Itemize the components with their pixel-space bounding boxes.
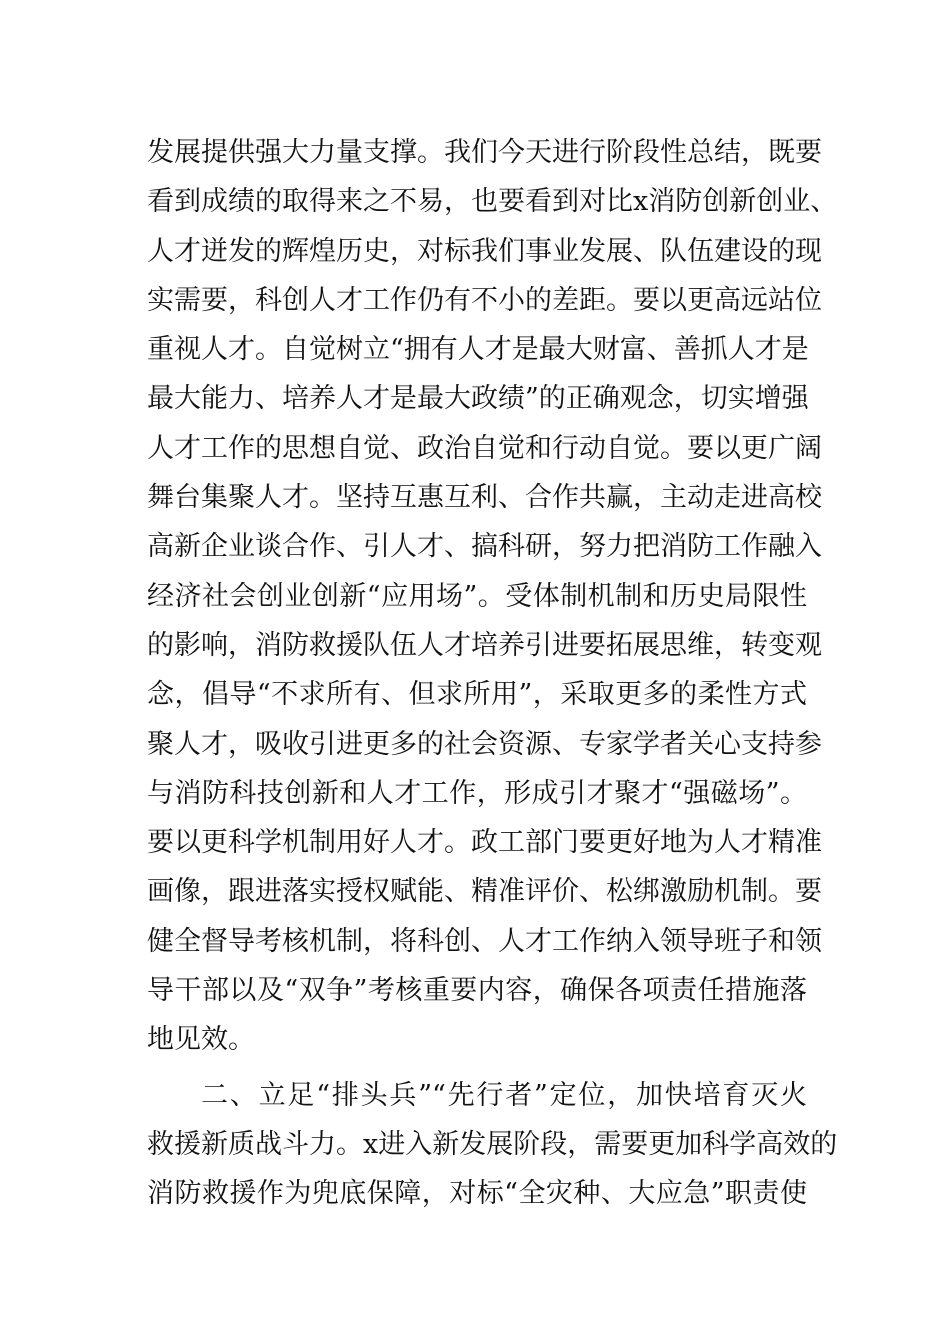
text-line: 画像，跟进落实授权赋能、精准评价、松绑激励机制。要 (147, 876, 822, 908)
text-line: 要以更科学机制用好人才。政工部门要更好地为人才精准 (147, 827, 822, 859)
section-heading-line: 二、立足“排头兵”“先行者”定位，加快培育灭火 (201, 1079, 807, 1111)
text-line: 消防救援作为兜底保障，对标“全灾种、大应急”职责使 (147, 1178, 807, 1210)
text-line: 健全督导考核机制，将科创、人才工作纳入领导班子和领 (147, 925, 822, 957)
text-line: 救援新质战斗力。x进入新发展阶段，需要更加科学高效的 (147, 1128, 838, 1160)
text-line: 聚人才，吸收引进更多的社会资源、专家学者关心支持参 (147, 728, 822, 760)
text-line: 经济社会创业创新“应用场”。受体制机制和历史局限性 (147, 580, 807, 612)
text-line: 与消防科技创新和人才工作，形成引才聚才“强磁场”。 (147, 777, 807, 809)
text-line: 地见效。 (147, 1024, 255, 1056)
text-line: 导干部以及“双争”考核重要内容，确保各项责任措施落 (147, 975, 807, 1007)
text-line: 人才工作的思想自觉、政治自觉和行动自觉。要以更广阔 (147, 432, 822, 464)
document-body (147, 128, 838, 1219)
text-line: 看到成绩的取得来之不易，也要看到对比x消防创新创业、 (147, 186, 838, 218)
text-line: 高新企业谈合作、引人才、搞科研，努力把消防工作融入 (147, 531, 822, 563)
text-line: 念，倡导“不求所有、但求所用”，采取更多的柔性方式 (147, 679, 807, 711)
paragraph-1 (147, 128, 838, 1065)
text-line: 最大能力、培养人才是最大政绩”的正确观念，切实增强 (147, 383, 809, 415)
text-line: 人才迸发的辉煌历史，对标我们事业发展、队伍建设的现 (147, 235, 822, 267)
text-line: 发展提供强大力量支撑。我们今天进行阶段性总结，既要 (147, 137, 822, 168)
text-line: 舞台集聚人才。坚持互惠互利、合作共赢，主动走进高校 (147, 482, 822, 514)
text-line: 重视人才。自觉树立“拥有人才是最大财富、善抓人才是 (147, 334, 809, 366)
paragraph-2 (147, 1071, 838, 1219)
text-line: 的影响，消防救援队伍人才培养引进要拓展思维，转变观 (147, 629, 822, 661)
text-line: 实需要，科创人才工作仍有不小的差距。要以更高远站位 (147, 284, 822, 316)
